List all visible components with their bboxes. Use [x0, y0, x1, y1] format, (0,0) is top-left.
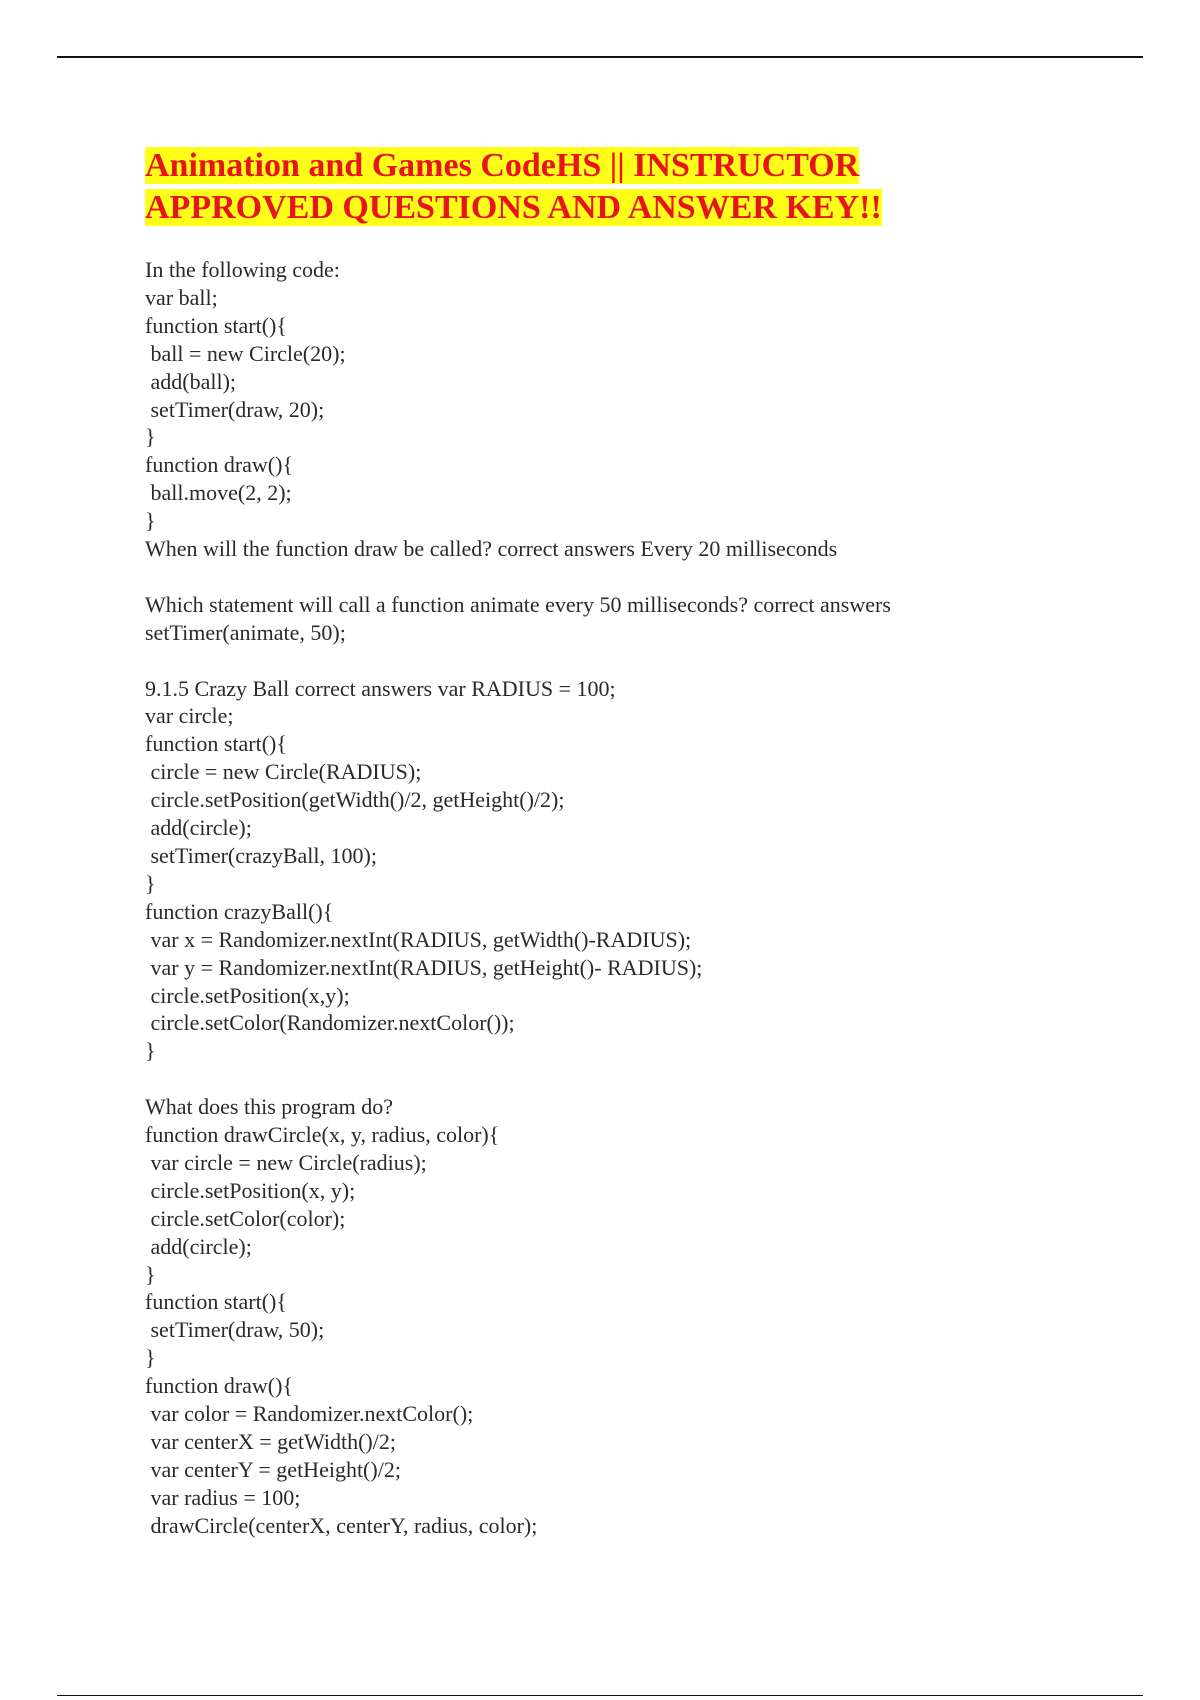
text-line: function start(){	[145, 312, 287, 338]
text-line: var radius = 100;	[145, 1484, 301, 1510]
text-line: }	[145, 870, 156, 896]
text-line: setTimer(draw, 20);	[145, 396, 325, 422]
text-line: In the following code:	[145, 257, 340, 282]
text-line: var circle = new Circle(radius);	[145, 1149, 427, 1175]
text-line: function start(){	[145, 731, 287, 757]
bottom-rule	[57, 1695, 1143, 1696]
text-line	[145, 647, 1145, 675]
text-line: function crazyBall(){	[145, 898, 334, 924]
document-page	[145, 145, 1145, 1540]
document-body	[145, 256, 1145, 1540]
text-line: var x = Randomizer.nextInt(RADIUS, getWidth()-RADIUS);	[145, 926, 692, 952]
text-line: circle.setColor(color);	[145, 1205, 346, 1231]
text-line: circle.setPosition(getWidth()/2, getHeight()/2);	[145, 787, 565, 813]
text-line: drawCircle(centerX, centerY, radius, color);	[145, 1512, 538, 1538]
text-line: 9.1.5 Crazy Ball correct answers var RADIUS = 100;	[145, 675, 616, 701]
text-line: function draw(){	[145, 1373, 294, 1399]
text-line: What does this program do?	[145, 1094, 394, 1120]
text-line: var ball;	[145, 284, 218, 310]
text-line	[145, 563, 1145, 591]
title-line-2: APPROVED QUESTIONS AND ANSWER KEY!!	[145, 189, 882, 226]
text-line: circle.setPosition(x,y);	[145, 982, 350, 1008]
text-line: circle.setColor(Randomizer.nextColor());	[145, 1010, 515, 1036]
text-line: }	[145, 1038, 156, 1064]
text-line: var centerY = getHeight()/2;	[145, 1456, 401, 1482]
text-line: function start(){	[145, 1289, 287, 1315]
text-line: var color = Randomizer.nextColor();	[145, 1401, 474, 1427]
title-line-1: Animation and Games CodeHS || INSTRUCTOR	[145, 147, 860, 184]
text-line: ball.move(2, 2);	[145, 480, 292, 506]
text-line: function drawCircle(x, y, radius, color){	[145, 1122, 500, 1148]
text-line: ball = new Circle(20);	[145, 340, 346, 366]
text-line: }	[145, 508, 156, 534]
document-title	[145, 145, 1145, 229]
text-line: add(ball);	[145, 368, 237, 394]
text-line: Which statement will call a function animate every 50 milliseconds? correct answers	[145, 591, 891, 617]
text-line: circle = new Circle(RADIUS);	[145, 759, 422, 785]
text-line: var circle;	[145, 703, 234, 729]
text-line: function draw(){	[145, 452, 294, 478]
text-line	[145, 1065, 1145, 1093]
text-line: }	[145, 1345, 156, 1371]
text-line: }	[145, 424, 156, 450]
text-line: setTimer(draw, 50);	[145, 1317, 325, 1343]
text-line: add(circle);	[145, 815, 252, 841]
text-line: When will the function draw be called? correct answers Every 20 milliseconds	[145, 536, 838, 562]
text-line: add(circle);	[145, 1233, 252, 1259]
text-line: circle.setPosition(x, y);	[145, 1177, 356, 1203]
text-line: var centerX = getWidth()/2;	[145, 1429, 396, 1455]
text-line: setTimer(crazyBall, 100);	[145, 843, 377, 868]
text-line: }	[145, 1261, 156, 1287]
text-line: setTimer(animate, 50);	[145, 619, 346, 645]
top-rule	[57, 56, 1143, 58]
text-line: var y = Randomizer.nextInt(RADIUS, getHeight()- RADIUS);	[145, 954, 703, 980]
